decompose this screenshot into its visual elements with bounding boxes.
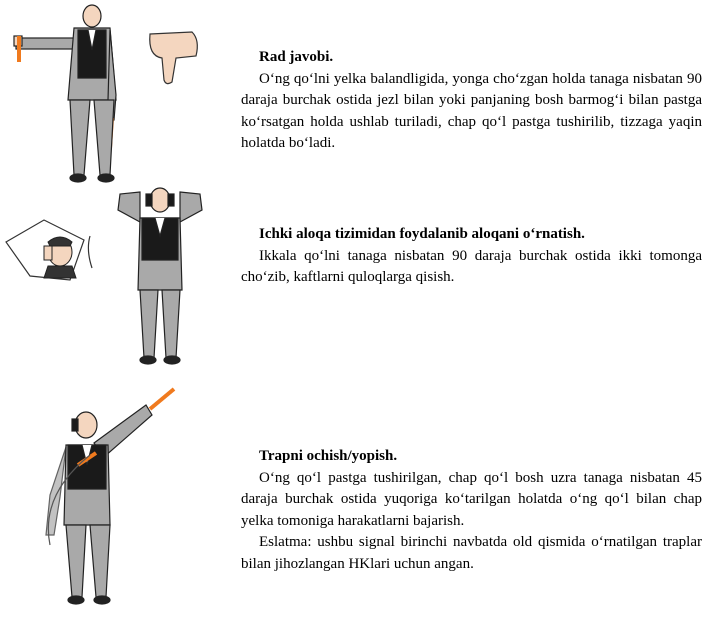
signal-trap	[241, 446, 702, 575]
signal-figure-interphone	[0, 180, 220, 370]
signal-note: Eslatma: ushbu signal birinchi navbatda old qismida o‘rnatilgan traplar bilan jihozlangan HKlari uchun angan.	[241, 534, 702, 572]
signal-refusal	[241, 47, 702, 155]
signal-interphone	[241, 224, 702, 289]
signal-description: O‘ng qo‘lni yelka balandligida, yonga cho‘zgan holda tanaga nisbatan 90 daraja burchak ostida jezl bilan yoki panjaning bosh barmog‘i bilan pastga ko‘rsatgan holda ushlab turiladi, chap qo‘l pastga tushirilib, tizzaga yaqin holatda bo‘ladi.	[241, 70, 702, 151]
signal-title: Trapni ochish/yopish.	[259, 448, 398, 464]
signal-figure-trap	[20, 385, 220, 615]
signal-figure-refusal	[0, 0, 210, 190]
signal-title: Ichki aloqa tizimidan foydalanib aloqani o‘rnatish.	[259, 226, 585, 242]
signal-description: Ikkala qo‘lni tanaga nisbatan 90 daraja burchak ostida ikki tomonga cho‘zib, kaftlarni quloqlarga qisish.	[241, 247, 702, 285]
signal-title: Rad javobi.	[259, 49, 334, 65]
thumb-down-hand-icon	[150, 32, 198, 84]
signal-description: O‘ng qo‘l pastga tushirilgan, chap qo‘l bosh uzra tanaga nisbatan 45 daraja burchak ostida yuqoriga ko‘tarilgan holatda o‘ng qo‘l bilan chap yelka tomoniga harakatlarni bajarish.	[241, 469, 702, 529]
